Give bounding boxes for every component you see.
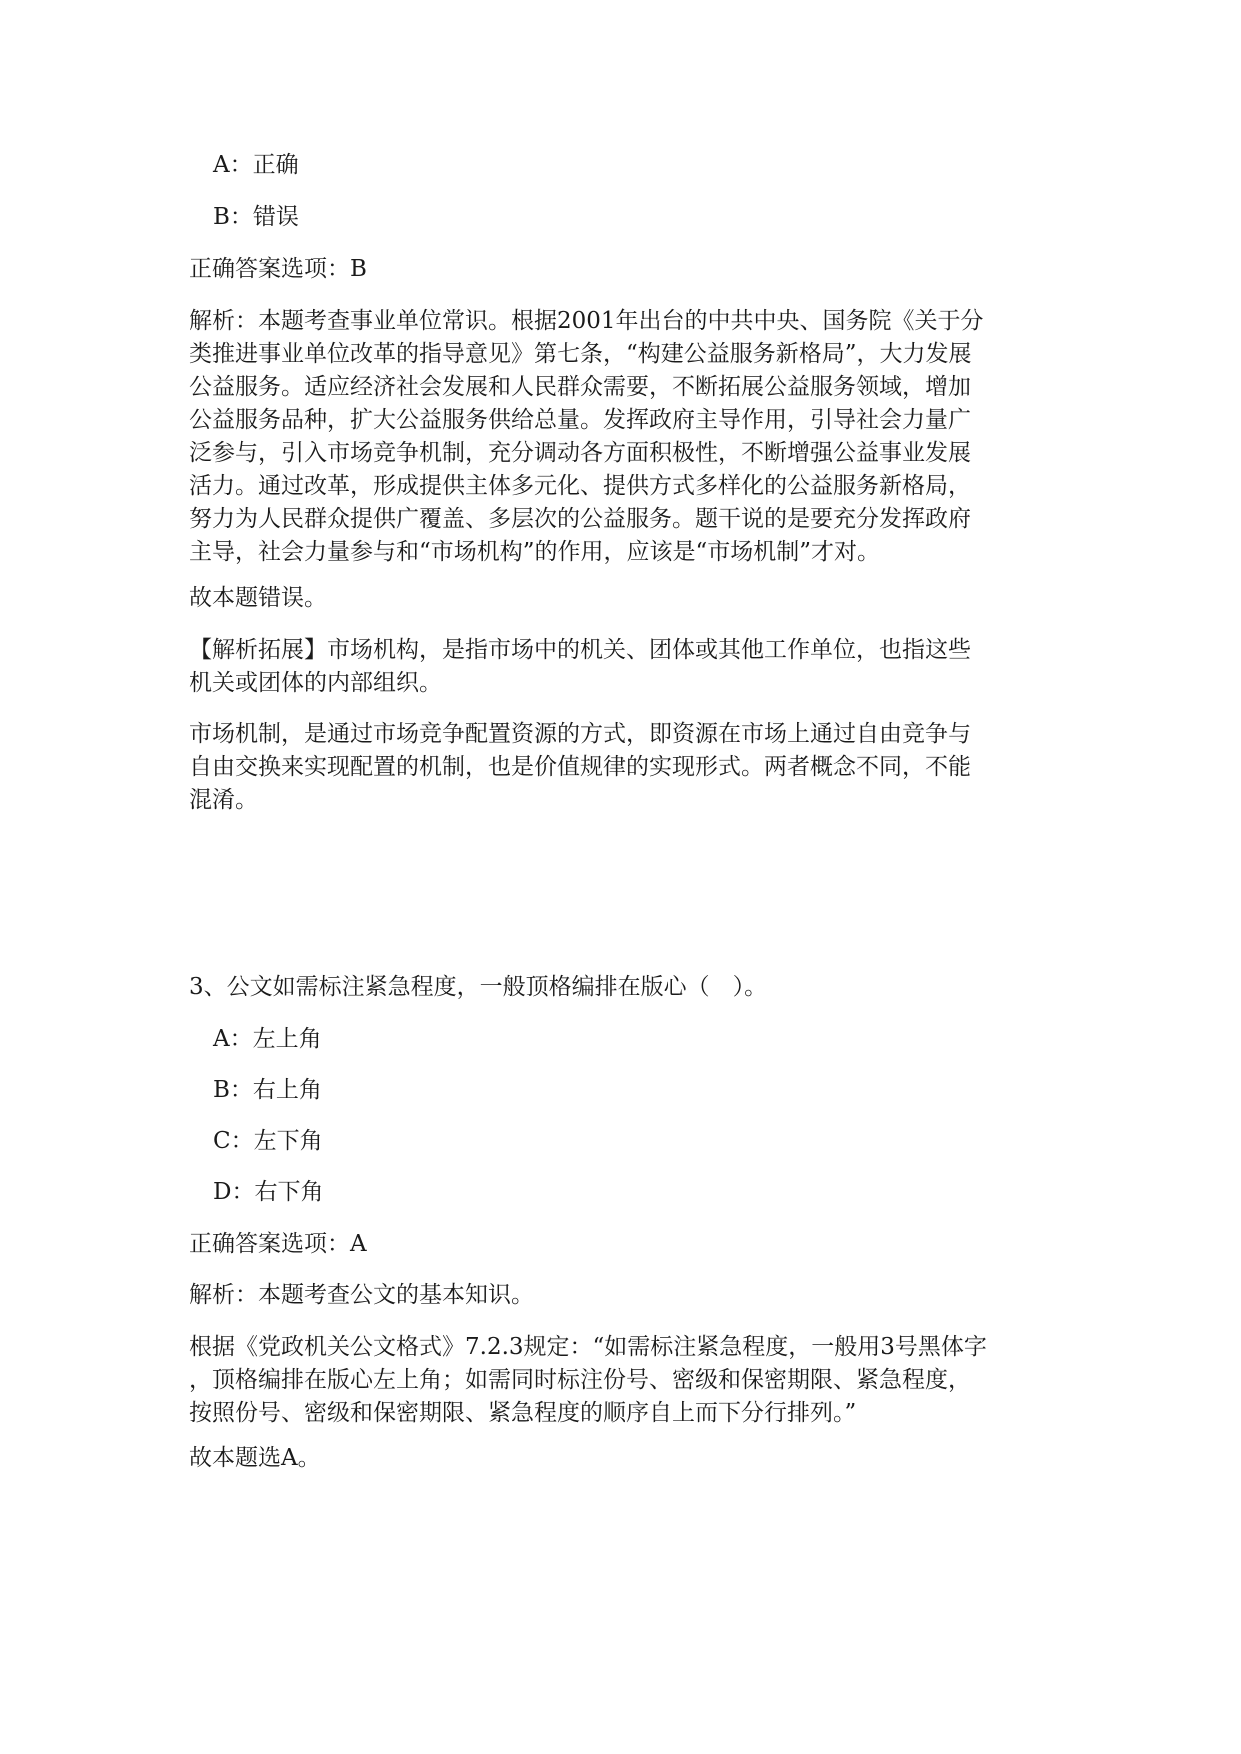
q3-question: 3、公文如需标注紧急程度，一般顶格编排在版心（ ）。	[189, 974, 768, 1000]
q2-mechanism	[189, 718, 1049, 817]
q2-option-a: A：正确	[213, 152, 299, 178]
q3-basis-line: ，顶格编排在版心左上角；如需同时标注份号、密级和保密期限、紧急程度，	[189, 1367, 971, 1393]
q2-extension	[189, 634, 1049, 700]
q2-analysis-line: 解析：本题考查事业单位常识。根据2001年出台的中共中央、国务院《关于分	[189, 308, 984, 334]
q2-analysis-line: 公益服务品种，扩大公益服务供给总量。发挥政府主导作用，引导社会力量广	[189, 407, 971, 433]
q3-conclusion: 故本题选A。	[189, 1445, 321, 1471]
q2-mechanism-line: 混淆。	[189, 787, 258, 813]
q2-analysis-line: 主导，社会力量参与和“市场机构”的作用，应该是“市场机制”才对。	[189, 539, 881, 565]
q2-analysis-line: 公益服务。适应经济社会发展和人民群众需要，不断拓展公益服务领域，增加	[189, 374, 971, 400]
q2-option-b: B：错误	[213, 204, 299, 230]
q3-basis-line: 按照份号、密级和保密期限、紧急程度的顺序自上而下分行排列。”	[189, 1400, 857, 1426]
q3-answer: 正确答案选项：A	[189, 1231, 367, 1257]
q3-option-d: D：右下角	[213, 1179, 324, 1205]
q2-answer: 正确答案选项：B	[189, 256, 367, 282]
q3-option-c: C：左下角	[213, 1128, 323, 1154]
q2-analysis-line: 类推进事业单位改革的指导意见》第七条，“构建公益服务新格局”，大力发展	[189, 341, 972, 367]
q2-analysis-line: 活力。通过改革，形成提供主体多元化、提供方式多样化的公益服务新格局，	[189, 473, 971, 499]
q2-mechanism-line: 市场机制，是通过市场竞争配置资源的方式，即资源在市场上通过自由竞争与	[189, 721, 971, 747]
q3-option-a: A：左上角	[213, 1026, 322, 1052]
q2-conclusion: 故本题错误。	[189, 585, 327, 611]
q2-analysis	[189, 305, 1049, 569]
q2-analysis-line: 泛参与，引入市场竞争机制，充分调动各方面积极性，不断增强公益事业发展	[189, 440, 971, 466]
q2-extension-line: 【解析拓展】市场机构，是指市场中的机关、团体或其他工作单位，也指这些	[189, 637, 971, 663]
q2-extension-line: 机关或团体的内部组织。	[189, 670, 442, 696]
q3-basis	[189, 1331, 1049, 1430]
q3-basis-line: 根据《党政机关公文格式》7.2.3规定：“如需标注紧急程度，一般用3号黑体字	[189, 1334, 987, 1360]
q3-option-b: B：右上角	[213, 1077, 322, 1103]
q2-analysis-line: 努力为人民群众提供广覆盖、多层次的公益服务。题干说的是要充分发挥政府	[189, 506, 971, 532]
q3-analysis: 解析：本题考查公文的基本知识。	[189, 1282, 534, 1308]
q2-mechanism-line: 自由交换来实现配置的机制，也是价值规律的实现形式。两者概念不同，不能	[189, 754, 971, 780]
